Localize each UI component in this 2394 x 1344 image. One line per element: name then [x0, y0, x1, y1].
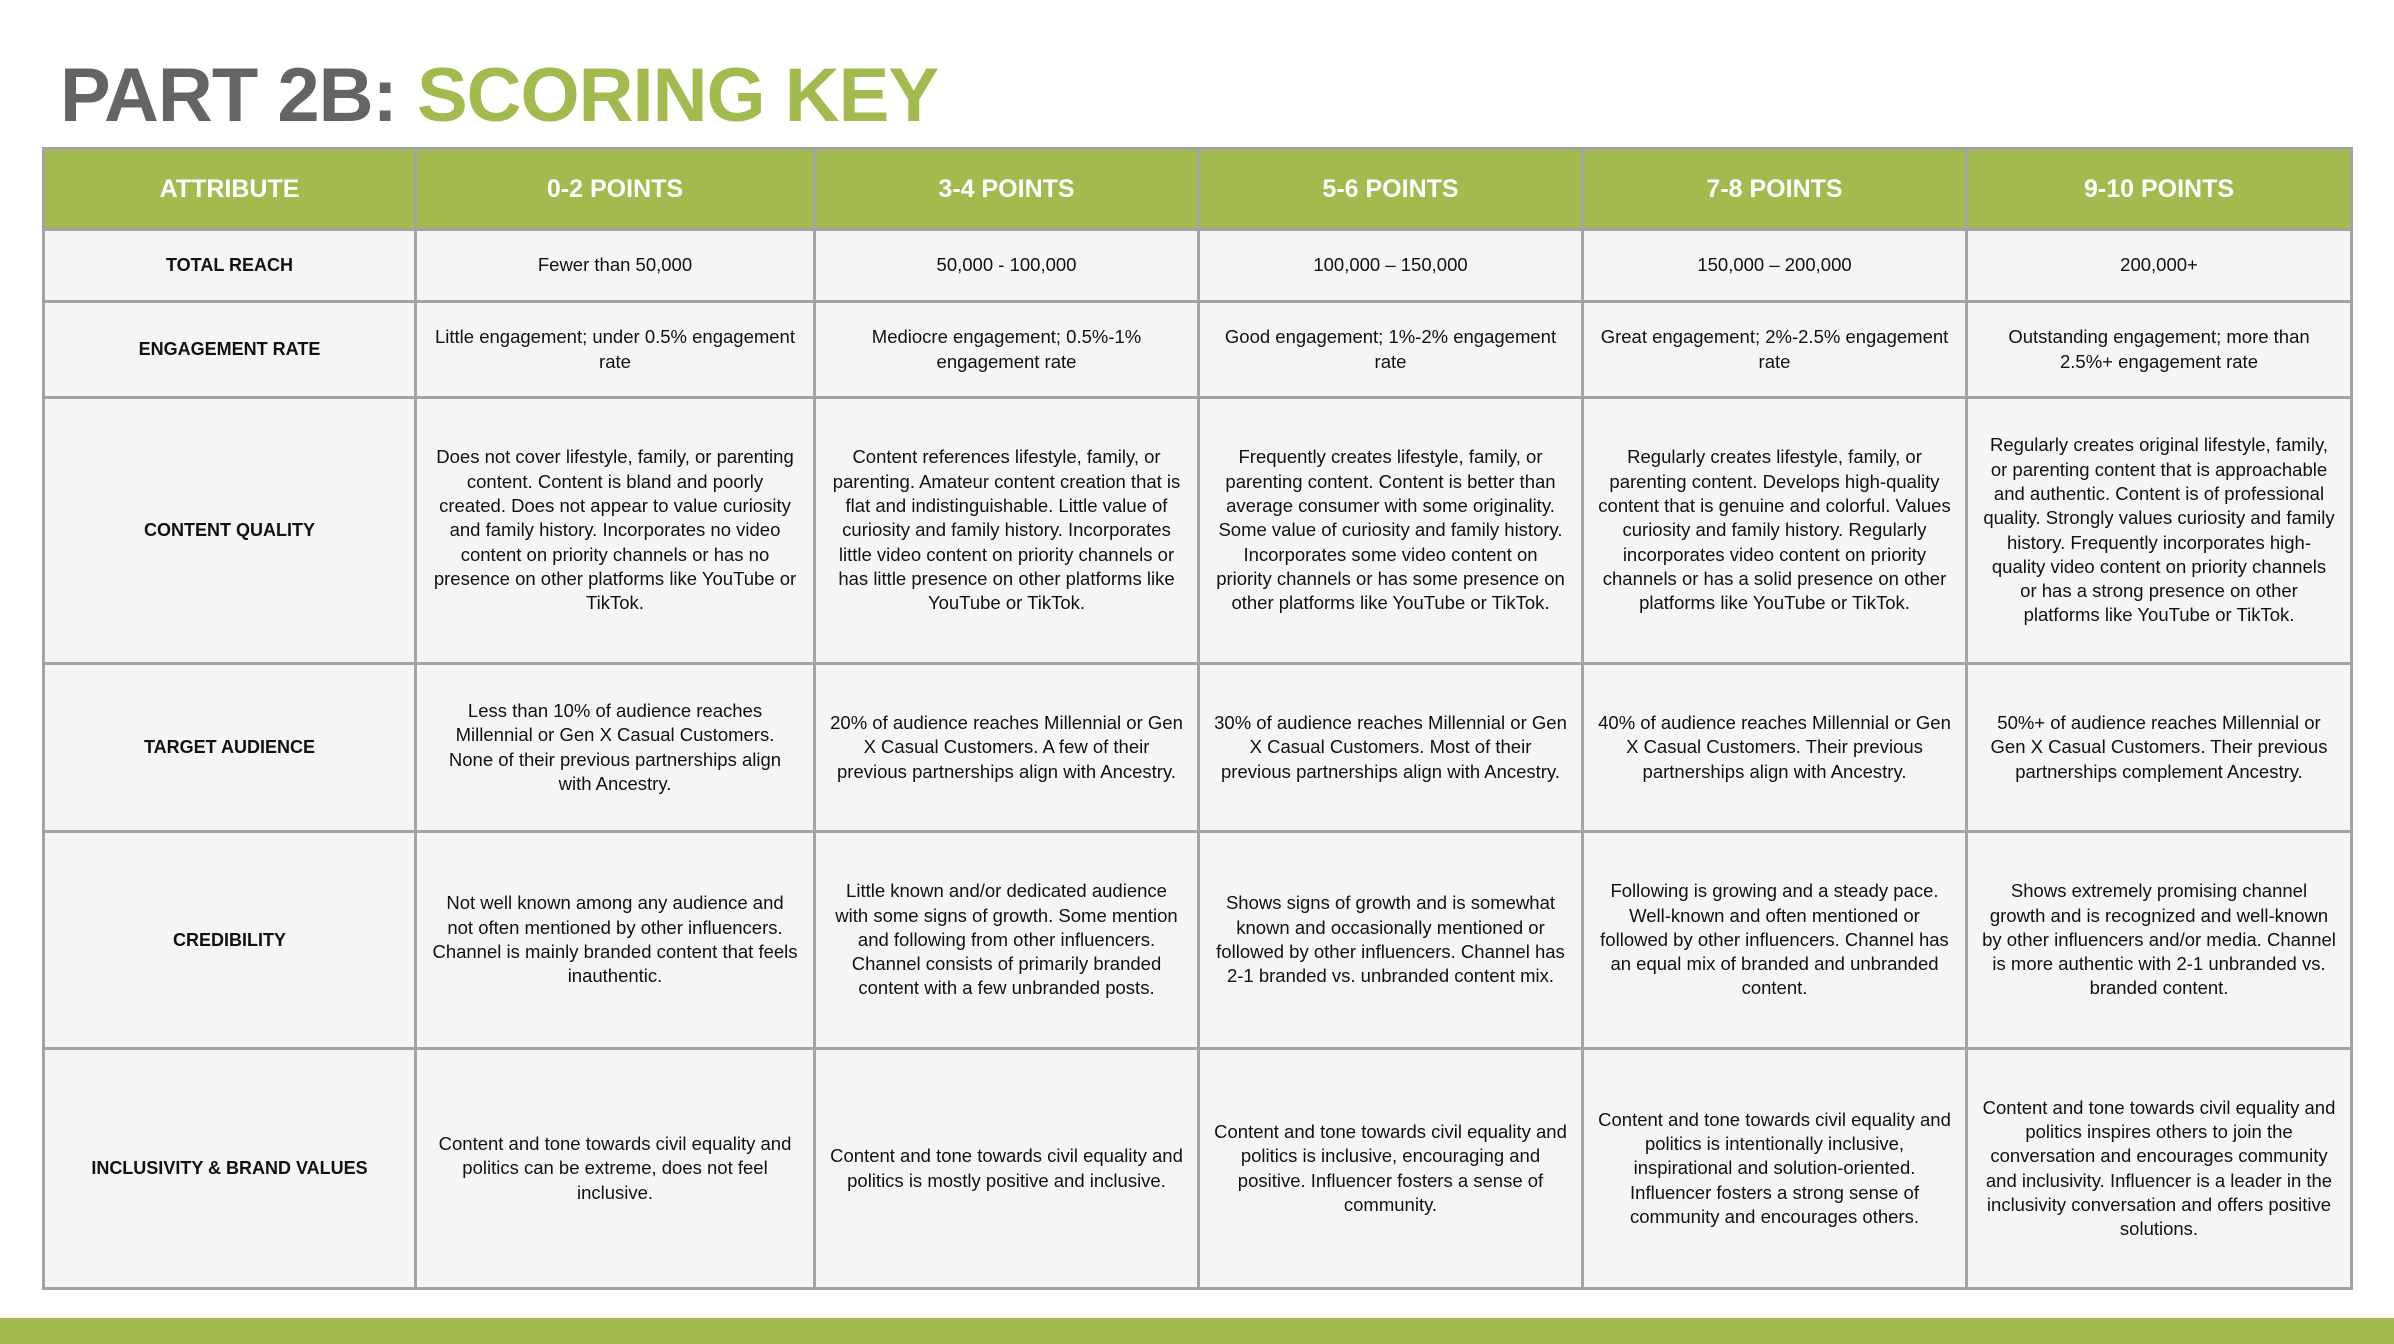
- header-5-6-points: 5-6 POINTS: [1199, 149, 1583, 230]
- header-attribute: ATTRIBUTE: [44, 149, 416, 230]
- score-cell: Fewer than 50,000: [416, 230, 815, 302]
- page-title-highlight: SCORING KEY: [416, 53, 939, 138]
- score-cell: Good engagement; 1%-2% engagement rate: [1199, 302, 1583, 398]
- score-cell: 40% of audience reaches Millennial or Gen X Casual Customers. Their previous partnerships align with Ancestry.: [1583, 664, 1967, 832]
- score-cell: Less than 10% of audience reaches Millennial or Gen X Casual Customers. None of their previous partnerships align with Ancestry.: [416, 664, 815, 832]
- score-cell: Following is growing and a steady pace. Well-known and often mentioned or followed by other influencers. Channel has an equal mix of branded and unbranded content.: [1583, 832, 1967, 1049]
- attribute-cell: TOTAL REACH: [44, 230, 416, 302]
- header-7-8-points: 7-8 POINTS: [1583, 149, 1967, 230]
- header-0-2-points: 0-2 POINTS: [416, 149, 815, 230]
- score-cell: 30% of audience reaches Millennial or Gen X Casual Customers. Most of their previous partnerships align with Ancestry.: [1199, 664, 1583, 832]
- score-cell: Outstanding engagement; more than 2.5%+ engagement rate: [1967, 302, 2352, 398]
- score-cell: Regularly creates lifestyle, family, or parenting content. Develops high-quality content that is genuine and colorful. Values curiosity and family history. Regularly incorporates video content on priority channels or has a solid presence on other platforms like YouTube or TikTok.: [1583, 398, 1967, 664]
- table-header-row: [44, 149, 2352, 230]
- score-cell: Mediocre engagement; 0.5%-1% engagement rate: [815, 302, 1199, 398]
- score-cell: 50,000 - 100,000: [815, 230, 1199, 302]
- score-cell: Content and tone towards civil equality and politics is mostly positive and inclusive.: [815, 1049, 1199, 1289]
- score-cell: Content and tone towards civil equality and politics can be extreme, does not feel inclusive.: [416, 1049, 815, 1289]
- page-title-part: PART 2B:: [60, 53, 417, 138]
- score-cell: Shows signs of growth and is somewhat known and occasionally mentioned or followed by other influencers. Channel has 2-1 branded vs. unbranded content mix.: [1199, 832, 1583, 1049]
- table-row-content-quality: [44, 398, 2352, 664]
- score-cell: 100,000 – 150,000: [1199, 230, 1583, 302]
- score-cell: 200,000+: [1967, 230, 2352, 302]
- footer-accent-bar: [0, 1318, 2394, 1344]
- score-cell: 150,000 – 200,000: [1583, 230, 1967, 302]
- score-cell: Does not cover lifestyle, family, or parenting content. Content is bland and poorly created. Does not appear to value curiosity and family history. Incorporates no video content on priority channels or has no presence on other platforms like YouTube or TikTok.: [416, 398, 815, 664]
- page-title: [60, 53, 939, 138]
- table-row-inclusivity: [44, 1049, 2352, 1289]
- attribute-cell: INCLUSIVITY & BRAND VALUES: [44, 1049, 416, 1289]
- score-cell: Little engagement; under 0.5% engagement rate: [416, 302, 815, 398]
- score-cell: 50%+ of audience reaches Millennial or Gen X Casual Customers. Their previous partnerships complement Ancestry.: [1967, 664, 2352, 832]
- score-cell: Regularly creates original lifestyle, family, or parenting content that is approachable and authentic. Content is of professional quality. Strongly values curiosity and family history. Frequently incorporates high-quality video content on priority channels or has a strong presence on other platforms like YouTube or TikTok.: [1967, 398, 2352, 664]
- score-cell: 20% of audience reaches Millennial or Gen X Casual Customers. A few of their previous partnerships align with Ancestry.: [815, 664, 1199, 832]
- score-cell: Not well known among any audience and not often mentioned by other influencers. Channel is mainly branded content that feels inauthentic.: [416, 832, 815, 1049]
- attribute-cell: CONTENT QUALITY: [44, 398, 416, 664]
- score-cell: Content references lifestyle, family, or parenting. Amateur content creation that is flat and indistinguishable. Little value of curiosity and family history. Incorporates little video content on priority channels or has little presence on other platforms like YouTube or TikTok.: [815, 398, 1199, 664]
- score-cell: Frequently creates lifestyle, family, or parenting content. Content is better than average consumer with some originality. Some value of curiosity and family history. Incorporates some video content on priority channels or has some presence on other platforms like YouTube or TikTok.: [1199, 398, 1583, 664]
- attribute-cell: TARGET AUDIENCE: [44, 664, 416, 832]
- table-row-engagement-rate: [44, 302, 2352, 398]
- table-row-total-reach: [44, 230, 2352, 302]
- score-cell: Content and tone towards civil equality and politics inspires others to join the conversation and encourages community and inclusivity. Influencer is a leader in the inclusivity conversation and offers positive solutions.: [1967, 1049, 2352, 1289]
- score-cell: Content and tone towards civil equality and politics is intentionally inclusive, inspirational and solution-oriented. Influencer fosters a strong sense of community and encourages others.: [1583, 1049, 1967, 1289]
- attribute-cell: CREDIBILITY: [44, 832, 416, 1049]
- header-9-10-points: 9-10 POINTS: [1967, 149, 2352, 230]
- table-row-target-audience: [44, 664, 2352, 832]
- attribute-cell: ENGAGEMENT RATE: [44, 302, 416, 398]
- scoring-key-table: [42, 147, 2353, 1290]
- score-cell: Shows extremely promising channel growth and is recognized and well-known by other influencers and/or media. Channel is more authentic with 2-1 unbranded vs. branded content.: [1967, 832, 2352, 1049]
- score-cell: Great engagement; 2%-2.5% engagement rate: [1583, 302, 1967, 398]
- score-cell: Little known and/or dedicated audience with some signs of growth. Some mention and following from other influencers. Channel consists of primarily branded content with a few unbranded posts.: [815, 832, 1199, 1049]
- score-cell: Content and tone towards civil equality and politics is inclusive, encouraging and positive. Influencer fosters a sense of community.: [1199, 1049, 1583, 1289]
- header-3-4-points: 3-4 POINTS: [815, 149, 1199, 230]
- table-row-credibility: [44, 832, 2352, 1049]
